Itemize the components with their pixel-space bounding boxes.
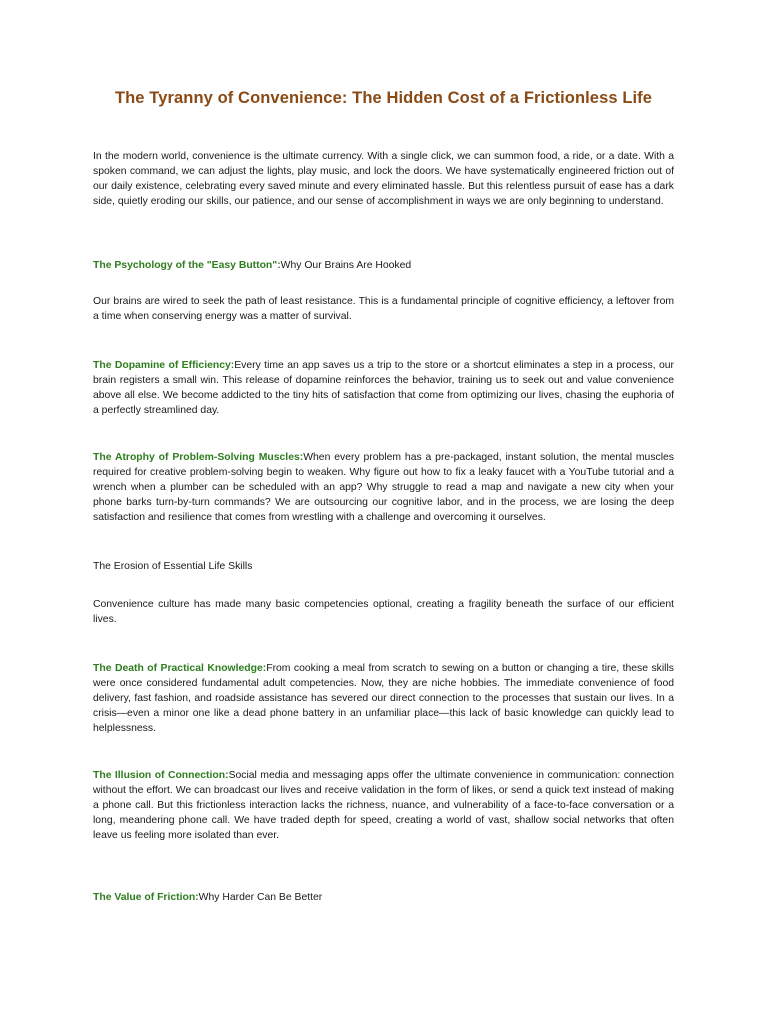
section-heading-erosion: The Erosion of Essential Life Skills (93, 561, 253, 572)
friction-heading-label: The Value of Friction: (93, 892, 199, 903)
practical-body: From cooking a meal from scratch to sewing on a button or changing a tire, these skills were once considered fundamental adult competencies. Now, they are niche hobbies. The immediate convenience of food delivery, fast fashion, and roadside assistance has severed our direct connection to the processes that sustain our lives. In a crisis—even a minor one like a dead phone battery in an unfamiliar place—this lack of basic knowledge can quickly lead to helplessness. (93, 663, 674, 734)
dopamine-heading: The Dopamine of Efficiency: (93, 360, 235, 371)
intro-paragraph: In the modern world, convenience is the ultimate currency. With a single click, we can summon food, a ride, or a date. With a spoken command, we can adjust the lights, play music, and lock the doors. We have systematically engineered friction out of our daily existence, celebrating every saved minute and every eliminated hassle. But this relentless pursuit of ease has a dark side, quietly eroding our skills, our patience, and our sense of accomplishment in ways we are only beginning to understand. (93, 151, 674, 207)
erosion-paragraph: Convenience culture has made many basic competencies optional, creating a fragility beneath the surface of our efficient lives. (93, 599, 674, 625)
friction-heading-subtitle: Why Harder Can Be Better (198, 892, 323, 903)
connection-paragraph (93, 768, 674, 843)
document-title: The Tyranny of Convenience: The Hidden Cost of a Frictionless Life (114, 89, 653, 107)
atrophy-paragraph (93, 450, 674, 525)
section-heading-psychology (93, 258, 674, 273)
practical-paragraph (93, 661, 674, 736)
atrophy-heading: The Atrophy of Problem-Solving Muscles: (93, 452, 304, 463)
dopamine-paragraph (93, 358, 674, 418)
section-heading-subtitle: Why Our Brains Are Hooked (280, 260, 412, 271)
psychology-paragraph: Our brains are wired to seek the path of least resistance. This is a fundamental principle of cognitive efficiency, a leftover from a time when conserving energy was a matter of survival. (93, 296, 674, 322)
practical-heading: The Death of Practical Knowledge: (93, 663, 267, 674)
section-heading-label: The Psychology of the "Easy Button": (93, 260, 281, 271)
atrophy-body: When every problem has a pre-packaged, instant solution, the mental muscles required for creative problem-solving begin to weaken. Why figure out how to fix a leaky faucet with a YouTube tutorial and a wrench when a plumber can be scheduled with an app? Why struggle to read a map and navigate a new city when your phone barks turn-by-turn commands? We are outsourcing our cognitive labor, and in the process, we are losing the deep satisfaction and resilience that comes from wrestling with a challenge and overcoming it ourselves. (93, 452, 674, 523)
dopamine-body: Every time an app saves us a trip to the store or a shortcut eliminates a step in a process, our brain registers a small win. This release of dopamine reinforces the behavior, training us to seek out and value convenience above all else. We become addicted to the tiny hits of satisfaction that come from optimizing our lives, chasing the euphoria of a perfectly streamlined day. (93, 360, 674, 416)
connection-heading: The Illusion of Connection: (93, 770, 229, 781)
connection-body: Social media and messaging apps offer the ultimate convenience in communication: connection without the effort. We can broadcast our lives and receive validation in the form of likes, or send a quick text instead of making a phone call. But this frictionless interaction lacks the richness, nuance, and vulnerability of a face-to-face conversation or a long, meandering phone call. We have traded depth for speed, creating a world of vast, shallow social networks that often leave us feeling more isolated than ever. (93, 770, 674, 841)
section-heading-friction (93, 890, 674, 905)
